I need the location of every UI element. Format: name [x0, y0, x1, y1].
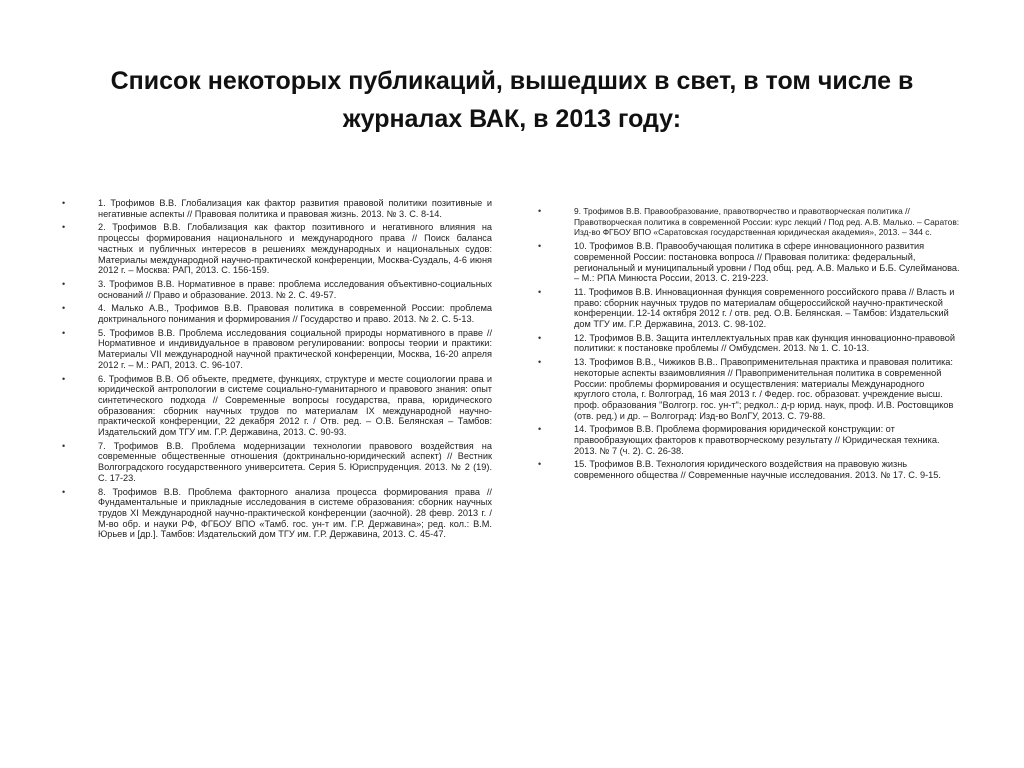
publication-text: 8. Трофимов В.В. Проблема факторного анализа процесса формирования права // Фундаментальные и прикладные исследования в системе образования: сборник научных трудов XI Международной научно-практической конференции (заочной). 28 февр. 2013 г. / М-во обр. и науки РФ, ФГБОУ ВПО «Тамб. гос. ун-т им. Г.Р. Державина»; ред. кол.: В.М. Юрьев и [др.]. Тамбов: Издательский дом ТГУ им. Г.Р. Державина, 2013. С. 45-47.: [98, 486, 492, 540]
publication-item: [538, 241, 962, 284]
publication-text: 6. Трофимов В.В. Об объекте, предмете, функциях, структуре и месте социологии права и юридической антропологии в системе социально-гуманитарного и правового знания: опыт синтетического подхода // Современные вопросы государства, права, юридического образования: сборник научных трудов по материалам IX международной научно-практической конференции, 22 декабря 2012 г. / Отв. ред. – О.В. Белянская – Тамбов: Издательский дом ТГУ им. Г.Р. Державина, 2013. С. 90-93.: [98, 373, 492, 438]
publication-item: [62, 303, 492, 324]
publication-text: 11. Трофимов В.В. Инновационная функция современного российского права // Власть и право: сборник научных трудов по материалам общероссийской научно-практической конференции. 12-14 октября 2012 г. / отв. ред. О.В. Белянская. – Тамбов: Издательский дом ТГУ им. Г.Р. Державина, 2013. С. 98-102.: [574, 286, 955, 330]
bullet-icon: •: [538, 206, 542, 216]
publication-text: 14. Трофимов В.В. Проблема формирования юридической конструкции: от правообразующих факторов к правотворческому результату // Юридическая техника. 2013. № 7 (ч. 2). С. 26-38.: [574, 424, 940, 456]
publication-text: 2. Трофимов В.В. Глобализация как фактор позитивного и негативного влияния на процессы формирования национального и международного права // Поиск баланса частных и публичных интересов в решениях международных и национальных судов: Материалы международной научно-практической конференции, Москва-Суздаль, 4-6 июня 2012 г. – Москва: РАП, 2013. С. 156-159.: [98, 222, 492, 276]
publication-item: [62, 198, 492, 219]
bullet-icon: •: [62, 222, 66, 233]
slide-title: Список некоторых публикаций, вышедших в свет, в том числе в журналах ВАК, в 2013 году:: [110, 67, 914, 133]
publication-item: [538, 459, 962, 480]
bullet-icon: •: [62, 327, 66, 338]
publication-list-left: [62, 198, 492, 543]
bullet-icon: •: [62, 278, 66, 289]
bullet-icon: •: [62, 303, 66, 314]
publication-text: 12. Трофимов В.В. Защита интеллектуальных прав как функция инновационно-правовой политики: к постановке проблемы // Омбудсмен. 2013. № 1. С. 10-13.: [574, 332, 955, 354]
publication-item: [62, 328, 492, 371]
publication-item: [62, 279, 492, 300]
publication-item: [62, 222, 492, 276]
publication-text: 1. Трофимов В.В. Глобализация как фактор развития правовой политики позитивные и негативные аспекты // Правовая политика и правовая жизнь. 2013. № 3. С. 8-14.: [98, 198, 492, 219]
publication-text: 10. Трофимов В.В. Правообучающая политика в сфере инновационного развития современной России: постановка вопроса // Правовая политика: федеральный, региональный и муниципальный уровни / Под общ. ред. А.В. Малько и Б.Б. Сулейманова. – М.: РПА Минюста России, 2013. С. 219-223.: [574, 241, 960, 284]
publication-text: 5. Трофимов В.В. Проблема исследования социальной природы нормативного в праве // Нормативное и индивидуальное в правовом регулировании: вопросы теории и практики: Материалы VII международной научной практической конференции, Москва, 16-20 апреля 2012 г. – М.: РАП, 2013. С. 96-107.: [98, 327, 492, 370]
publication-text: 4. Малько А.В., Трофимов В.В. Правовая политика в современной России: проблема доктринального понимания и формирования // Государство и право. 2013. № 2. С. 5-13.: [98, 303, 492, 325]
bullet-icon: •: [538, 286, 542, 297]
bullet-icon: •: [538, 424, 542, 435]
bullet-icon: •: [62, 486, 66, 497]
publication-item: [538, 424, 962, 456]
publication-item: [538, 357, 962, 421]
publication-item: [62, 441, 492, 484]
bullet-icon: •: [62, 373, 66, 384]
bullet-icon: •: [538, 357, 542, 368]
publication-text: 9. Трофимов В.В. Правообразование, правотворчество и правотворческая политика // Правотворческая политика в современной России: курс лекций / Под ред. А.В. Малько. – Саратов: Изд-во ФГБОУ ВПО «Саратовская государственная юридическая академия», 2013. – 344 с.: [574, 206, 960, 238]
publication-text: 7. Трофимов В.В. Проблема модернизации технологии правового воздействия на современные общественные отношения (доктринально-юридический аспект) // Вестник Волгоградского государственного университета. Серия 5. Юриспруденция. 2013. № 2 (19). С. 17-23.: [98, 440, 492, 483]
bullet-icon: •: [538, 332, 542, 343]
publication-item: [538, 333, 962, 354]
publication-text: 13. Трофимов В.В., Чижиков В.В.. Правоприменительная практика и правовая политика: некоторые аспекты взаимовлияния // Правоприменительная политика в современной России: проблемы формирования и осуществления: материалы Международного круглого стола, г. Волгоград, 16 мая 2013 г. / Федер. гос. образоват. учреждение высш. проф. образования "Волгогр. гос. ун-т"; редкол.: д-р юрид. наук, проф. И.В. Ростовщиков (отв. ред.) и др. – Волгоград: Изд-во ВолГУ, 2013. С. 79-88.: [574, 357, 954, 421]
publication-text: 3. Трофимов В.В. Нормативное в праве: проблема исследования объективно-социальных оснований // Право и образование. 2013. № 2. С. 49-57.: [98, 278, 492, 300]
publication-item: [62, 374, 492, 438]
publication-item: [538, 287, 962, 330]
publication-item: [538, 206, 962, 238]
bullet-icon: •: [538, 459, 542, 470]
bullet-icon: •: [62, 198, 66, 208]
publication-item: [62, 487, 492, 541]
bullet-icon: •: [538, 241, 542, 252]
publication-text: 15. Трофимов В.В. Технология юридического воздействия на правовую жизнь современного общества // Современные научные исследования. 2013. № 17. С. 9-15.: [574, 459, 941, 481]
bullet-icon: •: [62, 440, 66, 451]
publication-list-right: [538, 206, 962, 484]
